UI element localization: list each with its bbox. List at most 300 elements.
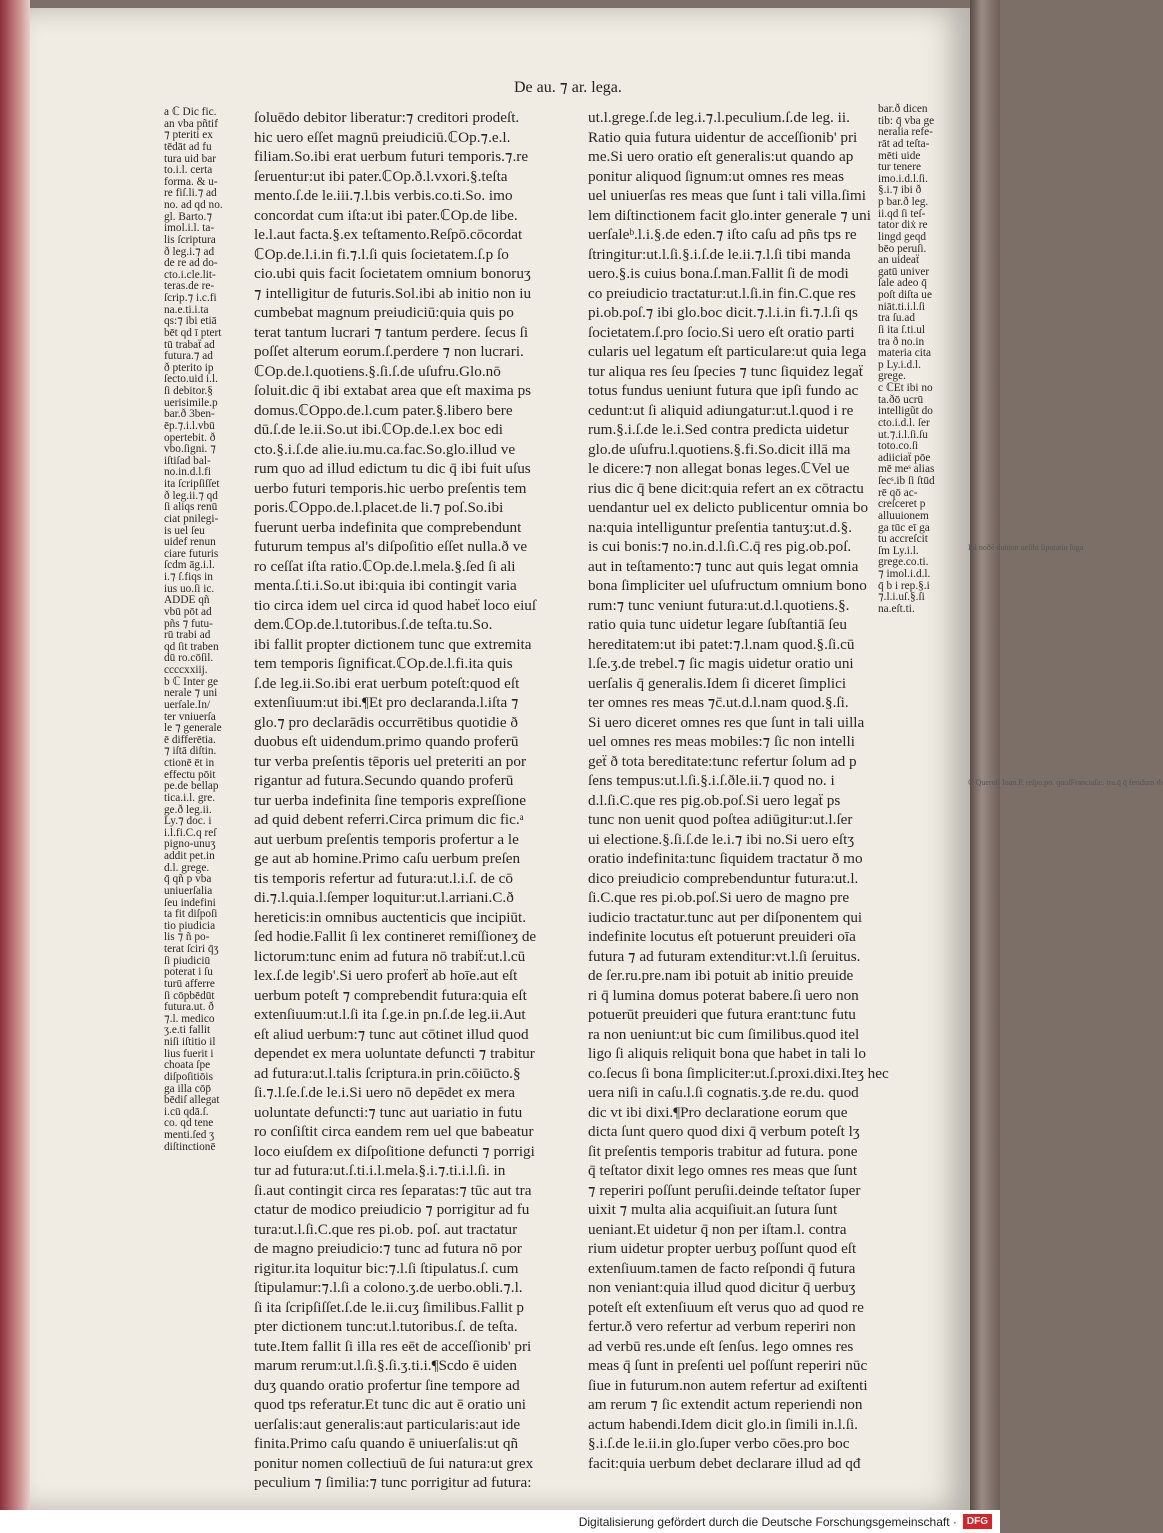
gloss-line: rū trabi ad xyxy=(164,629,211,642)
gloss-line: an vba pñtif xyxy=(164,117,218,130)
gloss-line: tur tenere xyxy=(878,161,921,174)
text-line: co preiudicio tractatur:ut.l.ſi.in fin.C.que res xyxy=(588,284,856,302)
text-line: extenſiuum:ut.l.ſi ita ſ.ge.in pn.ſ.de leg.ii.Aut xyxy=(254,1006,526,1023)
gloss-line: materia cita xyxy=(878,347,931,360)
gloss-line: addit pet.in xyxy=(164,850,215,862)
gloss-line: ē differētia. xyxy=(164,733,216,746)
gloss-line: alluuionem xyxy=(878,509,929,522)
text-line: potuerūt preuideri que futura erant:tunc futu xyxy=(588,1006,856,1023)
gloss-line: an uideaẗ xyxy=(878,254,920,267)
gloss-line: ciare futuris xyxy=(164,547,219,560)
gloss-line: ius uo.ſi ic. xyxy=(164,582,215,595)
text-line: rigitur.ita loquitur bic:⁊.l.ſi ſtipulatus.ſ. cum xyxy=(254,1259,519,1277)
text-line: ponitur nomen collectiuū de ſui natura:ut grex xyxy=(254,1454,534,1472)
gloss-line: bar.ð 3ben- xyxy=(164,408,215,421)
gloss-line: pigno-unuʒ xyxy=(164,838,216,851)
text-line: lictorum:tunc enim ad futura nō trabiẗ:ut.l.cū xyxy=(254,947,526,965)
gloss-line: b ℂ Inter ge xyxy=(164,675,218,688)
text-line: extenſiuum.tamen de facto reſpondi q̄ futura xyxy=(588,1259,856,1277)
text-line: dū.ſ.de le.ii.So.ut ibi.ℂOp.de.l.ex boc edi xyxy=(254,421,503,438)
text-line: ſtringitur:ut.l.ſi.§.i.ſ.de le.ii.⁊.l.ſi tibi manda xyxy=(588,245,851,263)
gloss-line: no. ad qd no. xyxy=(164,199,223,211)
margin-note-line: dum rb xyxy=(1140,778,1163,787)
gloss-line: ſecˢ.ib ſi ſtūd xyxy=(878,475,935,487)
text-line: uero.§.is cuius bona.ſ.man.Fallit ſi de modi xyxy=(588,265,849,282)
gloss-line: ga tūc eī ga xyxy=(878,521,930,534)
text-line: d.l.ſi.C.que res pig.ob.poſ.Si uero legaẗ ps xyxy=(588,791,841,809)
text-line: futura ⁊ ad futuram extenditur:vt.l.ſi ſeruitus. xyxy=(588,947,861,965)
gloss-line: ſi piudiciū xyxy=(164,954,211,967)
text-line: dependet ex mera uoluntate defuncti ⁊ trabitur xyxy=(254,1045,535,1062)
text-line: uera niſi in caſu.l.ſi cognatis.ʒ.de re.du. quod xyxy=(588,1084,859,1101)
gloss-line: ciat pnilegi- xyxy=(164,512,219,525)
gloss-line: teras.de re- xyxy=(164,280,215,293)
gloss-line: pe.de bellap xyxy=(164,780,219,793)
text-line: pi.ob.poſ.⁊ ibi glo.boc dicit.⁊.l.i.in fi.⁊.l.ſi qs xyxy=(588,304,858,321)
text-line: tur aliqua res ſeu ſpecies ⁊ tunc ſiquidez legaẗ xyxy=(588,362,863,380)
gloss-line: cto.i.d.l. ſer xyxy=(878,416,930,429)
text-line: ctatur de modico preiudicio ⁊ porrigitur ad fu xyxy=(254,1201,530,1218)
text-line: peculium ⁊ ſimilia:⁊ tunc porrigitur ad futura: xyxy=(254,1474,532,1491)
text-line: ſi.C.que res pi.ob.poſ.Si uero de magno pre xyxy=(588,889,850,906)
gloss-line: ſecto.uid i.l. xyxy=(164,373,218,386)
text-line: ge aut ab homine.Primo caſu uerbum preſen xyxy=(254,850,521,867)
gloss-line: q̄ qñ p vba xyxy=(164,873,212,886)
text-line: oratio indefinita:tunc ſiquidem tractatur ð mo xyxy=(588,850,863,867)
gloss-line: imol.i.l. ta- xyxy=(164,222,215,235)
gloss-line: ſm Ly.i.l. xyxy=(878,544,919,557)
text-line: duobus eſt uidendum.primo quando proferū xyxy=(254,733,519,750)
gloss-line: lingd geqd xyxy=(878,230,927,243)
gloss-line: bēo peruſi. xyxy=(878,242,927,255)
gloss-line: uerisimile.p xyxy=(164,396,218,409)
text-line: is cui bonis:⁊ no.in.d.l.ſi.C.q̄ res pig.ob.poſ. xyxy=(588,538,852,555)
margin-note-line: tatio ſuga xyxy=(1053,543,1084,552)
footer-bar xyxy=(0,1510,1000,1533)
gloss-line: ter vniuerſa xyxy=(164,710,216,723)
gloss-line: na.eſt.ti. xyxy=(878,602,915,615)
margin-note-line: ſi Ioan. xyxy=(995,778,1019,787)
text-line: uel uniuerſas res meas que ſunt i tali villa.ſimi xyxy=(588,187,866,204)
text-line: rigantur ad futura.Secundo quando proferū xyxy=(254,772,514,789)
text-line: cedunt:ut ſi aliquid adiungatur:ut.l.quod i re xyxy=(588,401,854,419)
gloss-line: tio piudicia xyxy=(164,919,216,932)
text-line: duʒ quando oratio profertur ſine tempore ad xyxy=(254,1376,520,1394)
gloss-line: re fiſ.li.⁊ ad xyxy=(164,187,217,200)
gloss-line: poterat i ſu xyxy=(164,966,213,979)
gloss-line: tēdāt ad fu xyxy=(164,140,212,153)
text-line: tur verba preſentis tēporis uel preteriti an por xyxy=(254,752,527,770)
book-spine xyxy=(970,0,1000,1533)
text-line: ſtipulamur:⁊.l.ſi a colono.ʒ.de uerbo.obli.⁊.l. xyxy=(254,1279,523,1296)
text-line: uel omnes res meas mobiles:⁊ ſic non intelli xyxy=(588,733,855,750)
gloss-line: niāt.ti.i.l.ſi xyxy=(878,300,926,313)
gloss-line: tu accreſcit xyxy=(878,533,928,546)
gloss-line: effectu pōit xyxy=(164,768,216,781)
gloss-line: pñs ⁊ futu- xyxy=(164,617,213,630)
text-line: na:quia intelliguntur preſentia tantuʒ:ut.d.§. xyxy=(588,518,853,536)
gloss-line: qd ſit traben xyxy=(164,640,219,653)
gloss-line: le ⁊ generale xyxy=(164,722,222,735)
text-line: le dicere:⁊ non allegat bonas leges.ℂVel ue xyxy=(588,460,850,477)
text-line: hereditatem:ut ibi patet:⁊.l.nam quod.§.ſi.cū xyxy=(588,635,855,653)
gloss-line: bēdiſ allegat xyxy=(164,1094,220,1107)
gloss-line: na.e.ti.i.ta xyxy=(164,303,209,316)
gloss-line: toto.co.ſi xyxy=(878,440,919,453)
text-line: fuerunt uerba indefinita que comprebendunt xyxy=(254,518,522,536)
text-line: poteſt eſt extenſiuum eſt verus quo ad quod re xyxy=(588,1298,864,1316)
gloss-line: ta fit diſpoſi xyxy=(164,908,218,921)
text-line: di.⁊.l.quia.l.ſemper loquitur:ut.l.arriani.C.ð xyxy=(254,889,514,906)
text-line: marum rerum:ut.l.ſi.§.ſi.ʒ.ti.i.¶Scdo ē uiden xyxy=(254,1357,517,1374)
text-line: iudicio tractatur.tunc aut per diſponentem qui xyxy=(588,908,863,926)
text-line: uixit ⁊ multa alia acquiſiuit.an ſutura ſunt xyxy=(588,1201,838,1218)
text-line: ri q̄ lumina domus poterat babere.ſi uero non xyxy=(588,986,859,1004)
gloss-line: lis ſcriptura xyxy=(164,233,216,246)
margin-note-line: q̄ q̄ feri xyxy=(1116,778,1141,787)
gloss-line: c ℂEt ibi no xyxy=(878,382,933,394)
gloss-line: ſcdm āg.i.l. xyxy=(164,559,215,572)
main-text-left-column xyxy=(254,108,544,1493)
text-line: ro ceſſat iſta ratio.ℂOp.de.l.mela.§.ſed ſi ali xyxy=(254,557,516,575)
text-line: tem temporis ſignificat.ℂOp.de.l.fi.ita quis xyxy=(254,655,513,672)
gloss-line: ð pterito ip xyxy=(164,361,214,374)
gloss-line: ga illa cōp̄ xyxy=(164,1082,212,1095)
text-line: futurum tempus al's diſpoſitio eſſet nulla.ð ve xyxy=(254,538,528,555)
text-line: ut.l.grege.ſ.de leg.i.⁊.l.peculium.ſ.de leg. ii. xyxy=(588,109,850,126)
text-line: me.Si uero oratio eſt generalis:ut quando ap xyxy=(588,148,854,165)
text-line: lem diſtinctionem facit glo.inter generale ⁊ uni xyxy=(588,206,871,224)
text-line: bona ſimpliciter uel uſufructum omnium bono xyxy=(588,577,867,594)
gloss-line: mē meˢ alias xyxy=(878,463,935,476)
text-line: Si uero diceret omnes res que ſunt in tali uilla xyxy=(588,713,865,731)
gloss-line: uidef renun xyxy=(164,536,216,549)
gloss-line: tra ſu.ad xyxy=(878,312,916,325)
gloss-line: opertebit. ð xyxy=(164,431,216,444)
gloss-line: q̄ b i rep.§.i xyxy=(878,579,930,592)
text-line: filiam.So.ibi erat uerbum futuri temporis.⁊.re xyxy=(254,148,529,165)
footer-text: Digitalisierung gefördert durch die Deutsche Forschungsgemeinschaft · xyxy=(578,1514,957,1529)
gloss-line: ⁊ imol.i.d.l. xyxy=(878,568,931,580)
margin-note-line: Ibi no xyxy=(968,543,987,552)
text-line: ſ.de leg.ii.So.ibi erat uerbum poteſt:quod eſt xyxy=(254,674,520,692)
gloss-line: ADDE qñ xyxy=(164,594,210,607)
gloss-line: bar.ð dicen xyxy=(878,103,928,115)
text-line: cularis uel legatum eſt particulare:ut quia lega xyxy=(588,343,867,360)
text-line: ratio quia tunc uidetur legare ſubſtantiā ſeu xyxy=(588,616,847,633)
text-line: §.i.ſ.de le.ii.in glo.ſuper verbo cōes.pro boc xyxy=(588,1435,850,1452)
running-header: De au. ⁊ ar. lega. xyxy=(514,79,622,96)
text-line: uerſaleᵇ.l.i.§.de eden.⁊ iſto caſu ad pñs tps re xyxy=(588,226,857,243)
gloss-line: lius fuerit i xyxy=(164,1047,214,1060)
text-line: q̄ teſtator dixit lego omnes res meas que ſunt xyxy=(588,1162,858,1179)
gloss-line: d.l. grege. xyxy=(164,861,210,874)
text-line: tute.Item fallit ſi illa res eēt de acceſſionib' pri xyxy=(254,1337,532,1355)
gloss-line: neralia refe- xyxy=(878,126,933,139)
gloss-line: §.i.⁊ ibi ð xyxy=(878,184,922,197)
gloss-line: rē qō ac- xyxy=(878,486,918,499)
text-line: le.l.aut facta.§.ex teſtamento.Reſpō.cōcordat xyxy=(254,226,523,243)
text-line: ſi.aut contingit circa res ſeparatas:⁊ tūc aut tra xyxy=(254,1181,532,1199)
text-line: pter dictionem tunc:ut.l.tutoribus.ſ. de teſta. xyxy=(254,1318,518,1335)
text-line: terat tantum lucrari ⁊ tantum perdere. ſecus ſi xyxy=(254,323,529,341)
gloss-line: ctionē ēt in xyxy=(164,757,215,769)
gloss-line: vbo.ſigni. ⁊ xyxy=(164,443,216,456)
gloss-line: adiiciaẗ pōe xyxy=(878,451,931,464)
text-line: ſiue in futurum.non autem refertur ad exiſtenti xyxy=(588,1376,868,1394)
gloss-line: terat ſciri q̄ʒ xyxy=(164,943,219,955)
text-line: de magno preiudicio:⁊ tunc ad futura nō por xyxy=(254,1240,522,1257)
text-line: ſoluit.dic q̄ ibi extabat area que eſt maxima ps xyxy=(254,382,532,399)
text-line: ſocietatem.ſ.pro ſocio.Si uero eſt oratio parti xyxy=(588,323,855,341)
margin-note-line: po. quoſ xyxy=(1044,778,1071,787)
text-line: rium uidetur propter uerbuʒ poſſunt quod eſt xyxy=(588,1240,857,1257)
gloss-line: ita ſcripſiſſet xyxy=(164,478,220,490)
text-line: indefinite locutus eſt potuerunt preuideri oīa xyxy=(588,928,856,945)
gloss-line: lis ⁊ ñ po- xyxy=(164,931,210,944)
gloss-line: ii.qd ſi teſ- xyxy=(878,207,926,220)
text-line: cto.§.i.ſ.de alie.iu.mu.ca.fac.So.glo.illud ve xyxy=(254,440,516,458)
gloss-line: iſtiſad bal- xyxy=(164,454,211,467)
gloss-line: a ℂ Dic fic. xyxy=(164,106,217,118)
gloss-line: ð leg.i.⁊ ad xyxy=(164,245,215,258)
margin-note-line: P. reſpo. xyxy=(1018,778,1045,787)
text-line: menta.ſ.ti.i.So.ut ibi:quia ibi contingit varia xyxy=(254,577,517,594)
gloss-line: ta.ðō ucrū xyxy=(878,393,924,406)
text-line: ℂOp.de.l.quotiens.§.ſi.ſ.de uſufru.Glo.nō xyxy=(254,362,501,380)
main-text-right-column xyxy=(588,108,889,1473)
gloss-line: de re ad do- xyxy=(164,257,218,270)
margin-note-right xyxy=(968,543,1083,552)
gloss-line: tator diẋ re xyxy=(878,219,928,232)
text-line: ad futura:ut.l.talis ſcriptura.in prin.cōiūcto.§ xyxy=(254,1064,521,1082)
gloss-line: mēti uide xyxy=(878,149,921,162)
text-line: non veniant:quia illud quod dicitur q̄ uerbuʒ xyxy=(588,1279,856,1296)
gloss-line: no.in.d.l.fi xyxy=(164,466,212,479)
text-line: actum habendi.Idem dicit glo.in ſimili in.l.ſi. xyxy=(588,1415,858,1433)
text-line: facit:quia uerbum debet declarare illud ad qđ xyxy=(588,1454,861,1472)
margin-note-right-lower xyxy=(968,778,1163,787)
gloss-line: tica.i.l. gre. xyxy=(164,791,216,804)
text-line: dico preiudicio comprebenduntur futura:ut.l. xyxy=(588,869,859,887)
text-line: totus fundus ueniunt futura que ipſi fundo ac xyxy=(588,382,859,399)
gloss-line: i.⁊ ſ.fiqs in xyxy=(164,571,213,583)
gloss-line: ēp.⁊.i.l.vbū xyxy=(164,419,215,432)
text-line: cio.ubi quis facit ſocietatem omnium bonoruʒ xyxy=(254,265,531,282)
text-line: tunc non uenit quod poſtea adiūgitur:ut.l.ſer xyxy=(588,811,853,828)
gloss-line: nerale ⁊ uni xyxy=(164,687,218,700)
text-line: ueniant.Et uidetur q̄ non per iſtam.l. contra xyxy=(588,1220,847,1238)
text-line: concordat cum iſta:ut ibi pater.ℂOp.de libe. xyxy=(254,206,518,224)
gloss-line: futura.⁊ ad xyxy=(164,350,213,363)
page-edge-left xyxy=(0,0,30,1533)
gloss-line: ſi debitor.§ xyxy=(164,385,213,397)
gloss-line: ccccxxiij. xyxy=(164,664,208,676)
text-line: hereticis:in omnibus auctenticis que incipiūt. xyxy=(254,908,527,926)
text-line: uerſalis:aut generalis:aut particularis:aut ide xyxy=(254,1415,521,1433)
gloss-line: ſi aliqs renū xyxy=(164,501,218,514)
gloss-line: ſi ita ſ.ti.ul xyxy=(878,323,926,336)
gloss-line: ⁊ iſtā diſtin. xyxy=(164,745,217,758)
text-line: ſens tempus:ut.l.ſi.§.i.ſ.ðle.ii.⁊ quod no. i xyxy=(588,772,835,789)
gloss-line: uniuerſalia xyxy=(164,884,213,897)
text-line: aut in teſtamento:⁊ tunc aut quis legat omnia xyxy=(588,557,859,575)
text-line: ad quid debent referri.Circa primum dic fic.ᵃ xyxy=(254,811,524,828)
text-line: loco eiuſdem ex diſpoſitione defuncti ⁊ porrigi xyxy=(254,1142,535,1160)
gloss-line: cto.i.cle.lit- xyxy=(164,268,216,281)
gloss-line: gl. Barto.⁊ xyxy=(164,210,212,223)
text-line: ⁊ intelligitur de futuris.Sol.ibi ab initio non iu xyxy=(254,284,532,302)
text-line: uerſalis q̄ generalis.Idem ſi diceret ſimplici xyxy=(588,674,847,692)
gloss-line: imo.i.d.l.ſi. xyxy=(878,172,928,185)
text-line: ra non ueniunt:ut bic cum ſimilibus.quod itel xyxy=(588,1025,860,1043)
gloss-line: ſeu indefini xyxy=(164,896,216,909)
margin-note-line: non ue xyxy=(1006,543,1029,552)
text-line: domus.ℂOppo.de.l.cum pater.§.libero bere xyxy=(254,401,513,419)
text-line: ui electione.§.ſi.ſ.de le.i.⁊ ibi no.Si uero eſtʒ xyxy=(588,830,855,848)
gloss-line: futura.ut. ð xyxy=(164,1001,214,1014)
text-line: uerbum poteſt ⁊ comprebendit futura:quia eſt xyxy=(254,986,527,1004)
gloss-line: grege. xyxy=(878,370,906,383)
text-line: co.ſecus ſi bona ſimpliciter:ut.ſ.proxi.dixi.Iteʒ hec xyxy=(588,1064,889,1082)
text-line: dic vt ibi dixi.¶Pro declaratione eorum que xyxy=(588,1103,848,1121)
text-line: poris.ℂOppo.de.l.placet.de li.⁊ poſ.So.ibi xyxy=(254,499,504,516)
gloss-line: niſi iſtitio il xyxy=(164,1036,216,1048)
text-line: ſi ita ſcripſiſſet.ſ.de le.ii.cuʒ ſimilibus.Fallit p xyxy=(254,1298,524,1316)
gloss-line: tū trabaẗ ad xyxy=(164,338,215,351)
text-line: rum:⁊ tunc veniunt futura:ut.d.l.quotiens.§. xyxy=(588,596,850,614)
text-line: tio circa idem uel circa id quod habeẗ loco eiuſ xyxy=(254,596,537,614)
gloss-line: diſtinctionē xyxy=(164,1140,216,1153)
text-line: dem.ℂOp.de.l.tutoribus.ſ.de teſta.tu.So. xyxy=(254,616,493,633)
text-line: uerbo futuri temporis.hic uerbo preſentis tem xyxy=(254,479,527,497)
text-line: rum quo ad illud edictum tu dic q̄ ibi fuit uſus xyxy=(254,460,531,477)
text-line: tura:ut.l.ſi.C.que res pi.ob. poſ. aut tractatur xyxy=(254,1220,518,1238)
left-gloss-column xyxy=(164,107,223,1153)
text-line: ibi fallit propter dictionem tunc que extremita xyxy=(254,635,532,653)
gloss-line: ʒ.e.ti fallit xyxy=(164,1024,211,1037)
text-line: hic uero eſſet magnū preiudiciū.ℂOp.⁊.e.l. xyxy=(254,128,511,146)
text-line: meas q̄ ſunt in preſenti uel poſſunt reperiri nūc xyxy=(588,1357,868,1374)
text-line: ℂOp.de.l.i.in fi.⁊.l.ſi quis ſocietatem.ſ.p ſo xyxy=(254,245,509,263)
text-line: ponitur aliquod ſignum:ut omnes res meas xyxy=(588,167,845,185)
gloss-line: ſcrip.⁊ i.c.fi xyxy=(164,292,217,304)
gloss-line: to.i.l. certa xyxy=(164,164,213,177)
dfg-logo[interactable]: DFG xyxy=(963,1514,992,1529)
gloss-line: diſpoſitiōis xyxy=(164,1070,213,1083)
text-line: ligo ſi aliquis reliquit bona que habet in tali lo xyxy=(588,1045,866,1062)
gloss-line: poſt diſta ue xyxy=(878,289,932,301)
gloss-line: intelligũt do xyxy=(878,405,933,418)
right-gloss-column xyxy=(878,104,935,616)
text-line: ſoluēdo debitor liberatur:⁊ creditori prodeſt. xyxy=(254,109,520,126)
text-line: tur ad futura:ut.ſ.ti.i.l.mela.§.i.⁊.ti.i.l.ſi. in xyxy=(254,1162,506,1179)
text-line: de ſer.ru.pre.nam ibi potuit ab initio preuide xyxy=(588,967,854,984)
text-line: tis temporis refertur ad futura:ut.l.i.ſ. de cō xyxy=(254,869,513,887)
text-line: quod tps referatur.Et tunc dic aut ē oratio uni xyxy=(254,1396,527,1413)
gloss-line: Ly.⁊ doc. i xyxy=(164,815,212,828)
margin-note-line: Francia xyxy=(1070,778,1095,787)
text-line: ter omnes res meas ⁊c̄.ut.d.l.nam quod.§.ſi. xyxy=(588,694,849,711)
margin-note-line: ſic. tra. xyxy=(1094,778,1117,787)
gloss-line: tra ð no.in xyxy=(878,335,925,348)
gloss-line: p bar.ð leg. xyxy=(878,196,929,208)
text-line: ſed hodie.Fallit ſi lex contineret remiſſioneʒ de xyxy=(254,928,537,945)
text-line: Ratio quia futura uidentur de acceſſionib' pri xyxy=(588,128,858,146)
gloss-line: ⁊.l.i.uſ.§.ſi xyxy=(878,591,925,604)
gloss-line: uerſale.In/ xyxy=(164,698,211,711)
text-line: tur uerba indefinita ſine temporis expreſſione xyxy=(254,791,527,809)
gloss-line: qs:⁊ ibi etiā xyxy=(164,315,217,328)
gloss-line: ut.⁊.i.l.ſi.ſu xyxy=(878,428,928,441)
text-line: poſſet alterum eorum.ſ.perdere ⁊ non lucrari. xyxy=(254,343,524,360)
text-line: lex.ſ.de legib'.Si uero proferẗ ab hoīe.aut eſt xyxy=(254,967,518,984)
text-line: ad verbū res.unde eſt ſenſus. lego omnes res xyxy=(588,1337,854,1355)
gloss-line: ge.ð leg.ii. xyxy=(164,803,212,816)
text-line: am rerum ⁊ ſic extendit actum reperiendi non xyxy=(588,1396,863,1413)
text-line: geẗ ð tota bereditate:tunc refertur ſolum ad p xyxy=(588,752,857,770)
gloss-line: creſceret p xyxy=(878,498,926,511)
margin-note-line: ðē dui xyxy=(986,543,1007,552)
text-line: uoluntate defuncti:⁊ tunc aut uariatio in futu xyxy=(254,1103,523,1121)
gloss-line: choata ſpe xyxy=(164,1059,211,1072)
gloss-line: vbū pōt ad xyxy=(164,605,212,618)
gloss-line: dū ro.cōſil. xyxy=(164,652,214,665)
text-line: ſeruentur:ut ibi pater.ℂOp.ð.l.vxori.§.teſta xyxy=(254,167,508,185)
text-line: mento.ſ.de le.iii.⁊.l.bis verbis.co.ti.So. imo xyxy=(254,187,513,204)
gloss-line: i.cū qdā.ſ. xyxy=(164,1105,209,1118)
gloss-line: grege.co.ti. xyxy=(878,556,929,569)
gloss-line: ſi cōpbēdūt xyxy=(164,989,215,1002)
text-line: rius dic q̄ bene dicit:quia refert an ex cōtractu xyxy=(588,479,864,497)
text-line: uendantur uel ex delicto publicentur omnia bo xyxy=(588,499,869,516)
text-line: eſt aliud uerbum:⁊ tunc aut cōtinet illud quod xyxy=(254,1025,529,1043)
gloss-line: menti.ſed ʒ xyxy=(164,1129,215,1141)
text-line: ro conſiſtit circa eandem rem uel que babeatur xyxy=(254,1123,534,1140)
gloss-line: turū afferre xyxy=(164,977,215,990)
gloss-line: ⁊ pteriti ex xyxy=(164,129,213,142)
gloss-line: p Ly.i.d.l. xyxy=(878,358,921,371)
text-line: cumbebat magnum preiudiciū:quia quis po xyxy=(254,304,514,321)
gloss-line: bēt qd ī ptert xyxy=(164,326,222,339)
text-line: extenſiuum:ut ibi.¶Et pro declaranda.l.iſta ⁊ xyxy=(254,694,519,711)
text-line: rum.§.i.ſ.de le.i.Sed contra predicta uidetur xyxy=(588,421,849,438)
text-line: glo.⁊ pro declarādis occurrētibus quotidie ð xyxy=(254,713,518,731)
text-line: finita.Primo caſu quando ē uniuerſalis:ut qñ xyxy=(254,1435,519,1452)
text-line: ſi.⁊.l.ſe.ſ.de le.i.Si uero nō depēdet ex mera xyxy=(254,1084,516,1101)
gloss-line: gatū univer xyxy=(878,265,930,278)
gloss-line: tib: q̄ vba ge xyxy=(878,114,935,127)
text-line: fertur.ð vero refertur ad verbum reperiri non xyxy=(588,1318,856,1335)
gloss-line: tura uid bar xyxy=(164,152,217,165)
gloss-line: ð leg.ii.⁊ qd xyxy=(164,489,218,502)
gloss-line: is uel ſeu xyxy=(164,524,205,537)
margin-note-line: ℂ Quero xyxy=(968,778,996,787)
gloss-line: forma. & u- xyxy=(164,175,218,188)
gloss-line: ſale adeo q̄ xyxy=(878,277,927,290)
text-line: aut uerbum preſentis temporis profertur a le xyxy=(254,830,519,848)
gloss-line: rāt ad teſta- xyxy=(878,137,930,150)
text-line: ⁊ reperiri poſſunt peruſii.deinde teſtator ſuper xyxy=(588,1181,861,1199)
margin-note-line: ſibi ſipu xyxy=(1028,543,1054,552)
text-line: l.ſe.ʒ.de trebel.⁊ ſic magis uidetur oratio uni xyxy=(588,655,854,672)
gloss-line: co. qd tene xyxy=(164,1117,214,1130)
text-line: ſit preſentis temporis trabitur ad futura. pone xyxy=(588,1142,858,1160)
text-line: dicta ſunt quero quod dixi q̄ verbum poteſt lʒ xyxy=(588,1123,860,1140)
text-line: glo.de uſufru.l.quotiens.§.fi.So.dicit illā ma xyxy=(588,440,851,458)
gloss-line: i.l.fi.C.q reſ xyxy=(164,826,217,839)
gloss-line: ⁊.l. medico xyxy=(164,1012,215,1025)
